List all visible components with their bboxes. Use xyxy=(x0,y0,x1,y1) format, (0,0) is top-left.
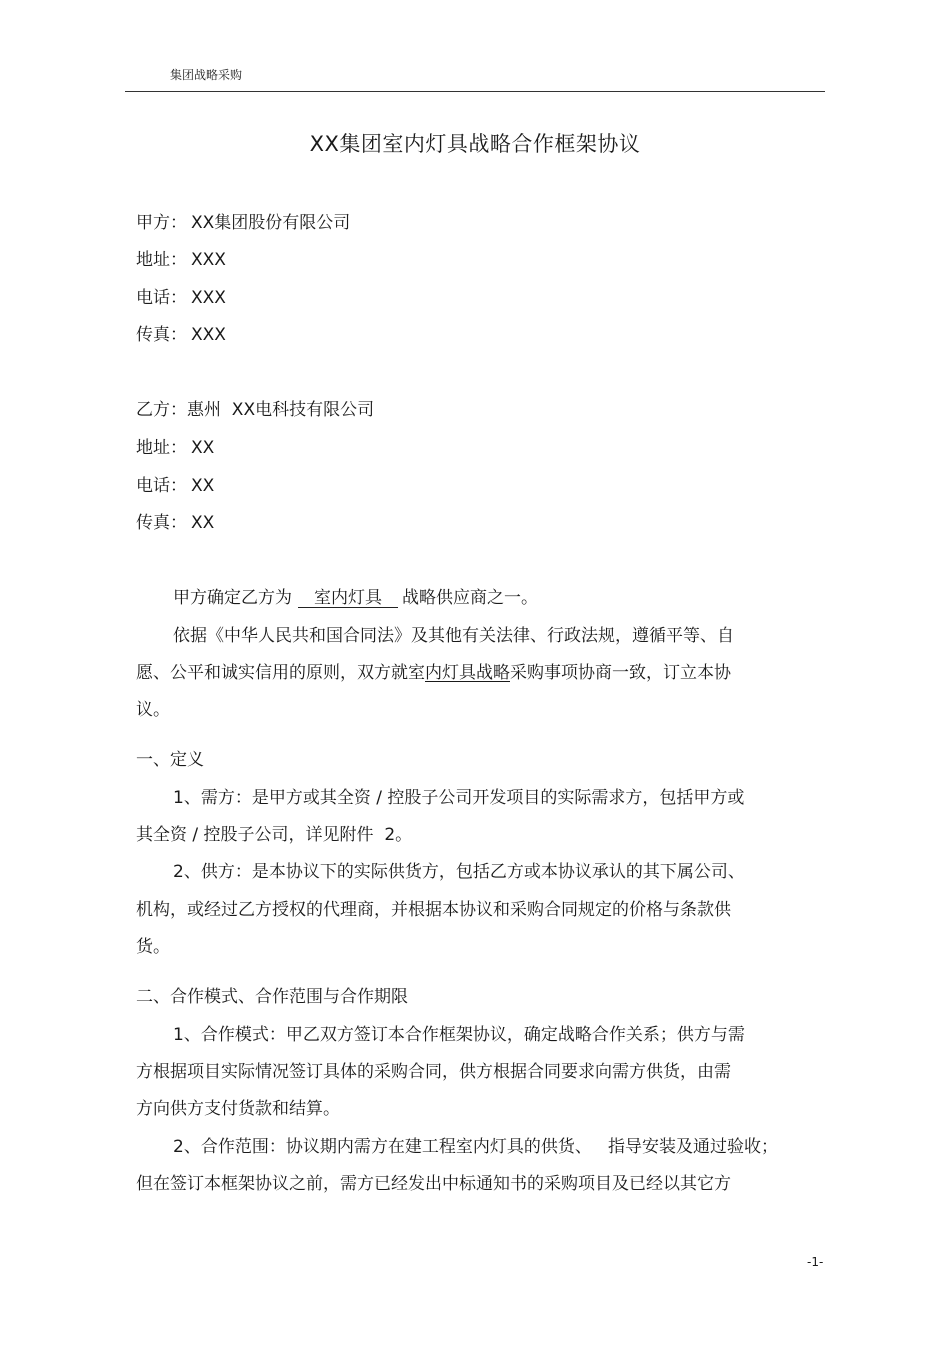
page-number: -1- xyxy=(807,1255,824,1269)
party-b-fax-label: 传真： xyxy=(136,513,187,533)
running-header: 集团战略采购 xyxy=(170,68,243,82)
section-2-item-2-line-2: 但在签订本框架协议之前，需方已经发出中标通知书的采购项目及已经以其它方 xyxy=(136,1174,731,1194)
intro-paragraph-1 xyxy=(173,588,538,608)
party-b-phone-line xyxy=(136,476,214,496)
party-a-address-line xyxy=(136,250,226,270)
party-b-address: XX xyxy=(191,438,215,458)
party-a-name: XX集团股份有限公司 xyxy=(191,213,351,233)
party-a-name-label: 甲方： xyxy=(136,213,187,233)
party-b-fax: XX xyxy=(191,513,215,533)
party-a-phone-label: 电话： xyxy=(136,288,187,308)
party-b-fax-line xyxy=(136,513,214,533)
intro-p1-blank: 室内灯具 xyxy=(298,589,398,608)
section-1-item-1-line-1: 1、需方：是甲方或其全资 / 控股子公司开发项目的实际需求方，包括甲方或 xyxy=(173,788,745,808)
section-1-item-1-line-2: 其全资 / 控股子公司，详见附件 2。 xyxy=(136,825,413,845)
party-a-fax: XXX xyxy=(191,325,226,345)
section-2-item-1-line-1: 1、合作模式：甲乙双方签订本合作框架协议，确定战略合作关系；供方与需 xyxy=(173,1025,745,1045)
section-1-item-2-line-3: 货。 xyxy=(136,937,170,957)
party-b-address-line xyxy=(136,438,214,458)
party-a-address: XXX xyxy=(191,250,226,270)
intro-p2-l2-post: 采购事项协商一致，订立本协 xyxy=(510,663,731,683)
intro-p2-line-1: 依据《中华人民共和国合同法》及其他有关法律、行政法规，遵循平等、自 xyxy=(173,626,734,646)
party-b-phone-label: 电话： xyxy=(136,476,187,496)
document-title: XX集团室内灯具战略合作框架协议 xyxy=(309,132,641,156)
party-a-address-label: 地址： xyxy=(136,250,187,270)
party-b-address-label: 地址： xyxy=(136,438,187,458)
intro-p2-line-2 xyxy=(136,663,731,683)
section-2-item-1-line-3: 方向供方支付货款和结算。 xyxy=(136,1099,340,1119)
section-1-heading: 一、定义 xyxy=(136,750,204,770)
intro-p1-pre: 甲方确定乙方为 xyxy=(173,588,292,608)
party-a-fax-label: 传真： xyxy=(136,325,187,345)
section-2-item-1-line-2: 方根据项目实际情况签订具体的采购合同，供方根据合同要求向需方供货，由需 xyxy=(136,1062,731,1082)
party-a-phone: XXX xyxy=(191,288,226,308)
section-2-heading: 二、合作模式、合作范围与合作期限 xyxy=(136,987,408,1007)
intro-p1-post: 战略供应商之一。 xyxy=(402,588,538,608)
header-divider xyxy=(125,91,825,92)
party-b-name: 惠州 XX电科技有限公司 xyxy=(187,400,375,420)
intro-p2-l2-pre: 愿、公平和诚实信用的原则，双方就室 xyxy=(136,663,425,683)
party-a-name-line xyxy=(136,213,350,233)
party-b-name-label: 乙方： xyxy=(136,400,187,420)
party-b-phone: XX xyxy=(191,476,215,496)
section-1-item-2-line-1: 2、供方：是本协议下的实际供货方，包括乙方或本协议承认的其下属公司、 xyxy=(173,862,745,882)
intro-p2-l2-underlined: 内灯具战略 xyxy=(425,663,510,683)
party-a-phone-line xyxy=(136,288,226,308)
party-b-name-line xyxy=(136,400,374,420)
intro-p2-line-3: 议。 xyxy=(136,700,170,720)
section-2-item-2-line-1: 2、合作范围：协议期内需方在建工程室内灯具的供货、 指导安装及通过验收； xyxy=(173,1137,779,1157)
section-1-item-2-line-2: 机构，或经过乙方授权的代理商，并根据本协议和采购合同规定的价格与条款供 xyxy=(136,900,731,920)
party-a-fax-line xyxy=(136,325,226,345)
